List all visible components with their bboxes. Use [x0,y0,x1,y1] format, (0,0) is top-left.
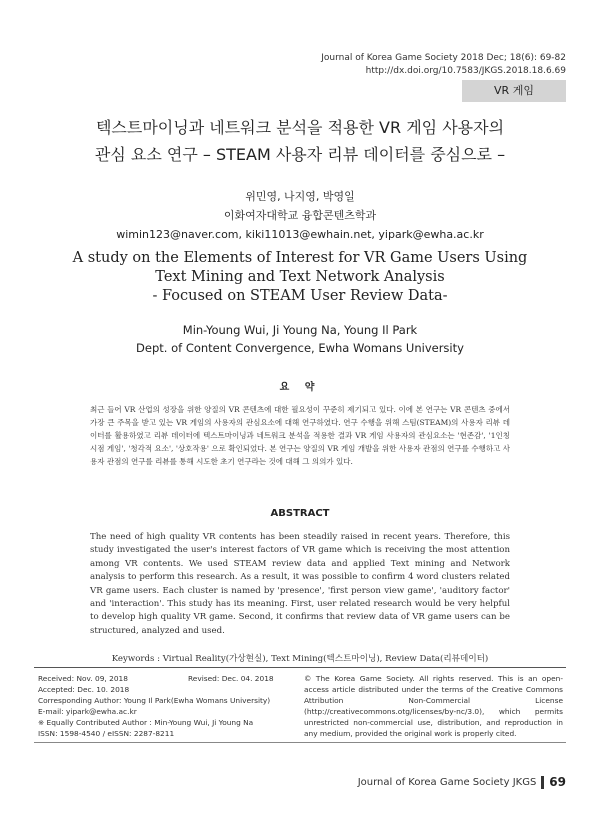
english-affiliation: Dept. of Content Convergence, Ewha Womans University [136,341,464,355]
doi-link[interactable]: http://dx.doi.org/10.7583/JKGS.2018.18.6.69 [365,66,566,76]
footer-divider [34,742,566,743]
equal-contribution-note: ※ Equally Contributed Author : Min-Young Wui, Ji Young Na [38,718,254,728]
accepted-date: Accepted: Dec. 10. 2018 [38,685,130,695]
author-emails: wimin123@naver.com, kiki11013@ewhain.net, yipark@ewha.ac.kr [116,228,484,241]
revised-date: Revised: Dec. 04. 2018 [188,674,274,683]
korean-author-block [0,187,600,244]
section-badge: VR 게임 [462,80,566,102]
english-title-line-2: Text Mining and Text Network Analysis [155,269,445,285]
english-author-block [0,321,600,357]
issn: ISSN: 1598-4540 / eISSN: 2287-8211 [38,729,175,739]
received-revised-row [38,673,300,684]
journal-reference [321,52,566,78]
english-title-line-3: - Focused on STEAM User Review Data- [152,288,448,304]
journal-citation: Journal of Korea Game Society 2018 Dec; 18(6): 69-82 [321,53,566,63]
korean-author-names: 위민영, 나지영, 박영일 [245,190,355,203]
footer-journal-name: Journal of Korea Game Society JKGS [357,776,537,788]
keywords-line: Keywords : Virtual Reality(가상현실), Text Mining(텍스트마이닝), Review Data(리뷰데이터) [111,654,489,664]
footer-separator [541,776,544,789]
korean-abstract-heading: 요 약 [279,382,321,393]
korean-abstract-body: 최근 들어 VR 산업의 성장을 위한 양질의 VR 콘텐츠에 대한 필요성이 꾸준히 제기되고 있다. 이에 본 연구는 VR 콘텐츠 중에서 가장 큰 주목을 받고 있는 VR 게임의 사용자의 관심요소에 대해 연구하였다. 연구 수행을 위해 스팀(STEAM)의 사용자 리뷰 데이터를 활용하였고 리뷰 데이터에 텍스트마이닝과 네트워크 분석을 적용한 결과 VR 게임 사용자의 관심요소는 '현존감', '1인칭 시점 게임', '청각적 요소', '상호작용' 으로 확인되었다. 본 연구는 양질의 VR 게임 개발을 위한 사용자 관점의 연구를 수행하고 사용자 관점의 연구를 리뷰를 통해 시도한 초기 연구라는 것에 대해 그 의의가 있다. [90,405,510,466]
license-notice: © The Korea Game Society. All rights reserved. This is an open-access article distributed under the terms of the Creative Commons Attribution Non-Commercial License (http://creativecommons.otg/licenses/by-nc/3.0), which permits unrestricted non-commercial use, distribution, and reproduction in any medium, provided the original work is properly cited. [304,674,563,739]
english-abstract-heading: ABSTRACT [270,508,330,519]
page-number: 69 [549,775,566,789]
korean-affiliation: 이화여자대학교 융합콘텐츠학과 [223,209,377,222]
korean-title-line-1: 텍스트마이닝과 네트워크 분석을 적용한 VR 게임 사용자의 [95,118,505,137]
english-author-names: Min-Young Wui, Ji Young Na, Young Il Park [182,323,418,337]
received-date: Received: Nov. 09, 2018 [38,674,128,683]
article-info-divider [34,667,566,668]
english-title [0,249,600,306]
english-title-line-1: A study on the Elements of Interest for VR Game Users Using [72,250,528,266]
page-footer [358,775,566,789]
english-abstract-body: The need of high quality VR contents has been steadily raised in recent years. Therefore, this study investigated the user's interest factors of VR game which is receiving the most attention among VR contents. We used STEAM review data and applied Text mining and Network analysis to perform this research. As a result, it was possible to confirm 4 word clusters related VR game users. Each cluster is named by 'presence', 'first person view game', 'auditory factor' and 'interaction'. This study has its meaning. First, user related research would be very helpful to develop high quality VR game. Second, it confirms that review data of VR game users can be structured, analyzed and used. [90,532,510,636]
corresponding-email: E-mail: yipark@ewha.ac.kr [38,707,137,717]
corresponding-author: Corresponding Author: Young Il Park(Ewha Womans University) [38,696,271,706]
korean-title [0,114,600,168]
article-info [38,673,300,740]
korean-title-line-2: 관심 요소 연구 – STEAM 사용자 리뷰 데이터를 중심으로 – [94,145,506,164]
